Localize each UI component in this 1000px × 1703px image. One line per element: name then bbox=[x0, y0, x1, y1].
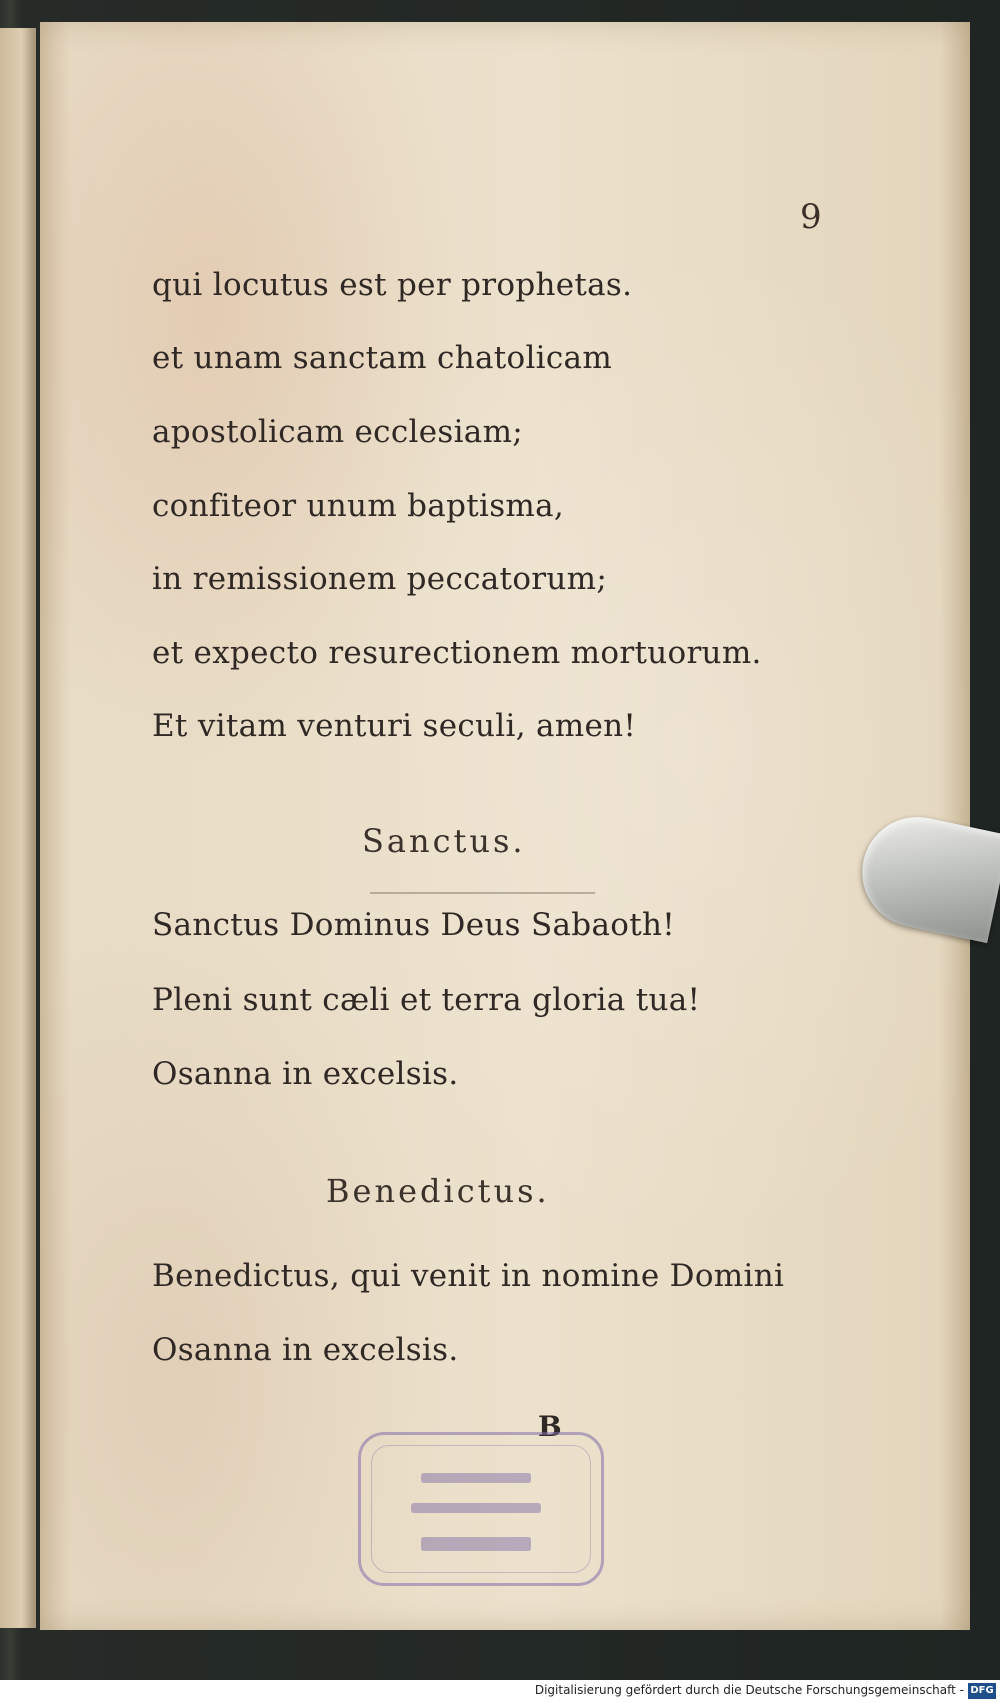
text-line: Pleni sunt cæli et terra gloria tua! bbox=[152, 982, 701, 1018]
text-line: Osanna in excelsis. bbox=[152, 1056, 459, 1092]
signature-mark: B bbox=[538, 1410, 562, 1443]
section-divider bbox=[370, 892, 595, 894]
text-line: qui locutus est per prophetas. bbox=[152, 267, 633, 303]
page-number: 9 bbox=[800, 197, 822, 237]
text-line: Sanctus Dominus Deus Sabaoth! bbox=[152, 907, 675, 943]
section-heading-sanctus: Sanctus. bbox=[362, 822, 526, 860]
text-line: apostolicam ecclesiam; bbox=[152, 414, 524, 450]
stamp-line bbox=[421, 1473, 531, 1483]
text-line: et expecto resurectionem mortuorum. bbox=[152, 635, 762, 671]
stamp-line bbox=[421, 1537, 531, 1551]
library-stamp bbox=[358, 1432, 604, 1586]
left-page-edge bbox=[0, 28, 36, 1628]
text-line: confiteor unum baptisma, bbox=[152, 488, 565, 524]
book-page bbox=[40, 22, 970, 1630]
stamp-line bbox=[411, 1503, 541, 1513]
footer-bar bbox=[0, 1680, 1000, 1703]
text-line: Osanna in excelsis. bbox=[152, 1332, 459, 1368]
text-line: et unam sanctam chatolicam bbox=[152, 340, 613, 376]
text-line: Et vitam venturi seculi, amen! bbox=[152, 708, 637, 744]
section-heading-benedictus: Benedictus. bbox=[326, 1172, 550, 1210]
dfg-logo-icon: DFG bbox=[968, 1683, 996, 1699]
text-line: Benedictus, qui venit in nomine Domini bbox=[152, 1258, 785, 1294]
footer-credit: Digitalisierung gefördert durch die Deutsche Forschungsgemeinschaft - bbox=[534, 1683, 964, 1697]
text-line: in remissionem peccatorum; bbox=[152, 561, 608, 597]
